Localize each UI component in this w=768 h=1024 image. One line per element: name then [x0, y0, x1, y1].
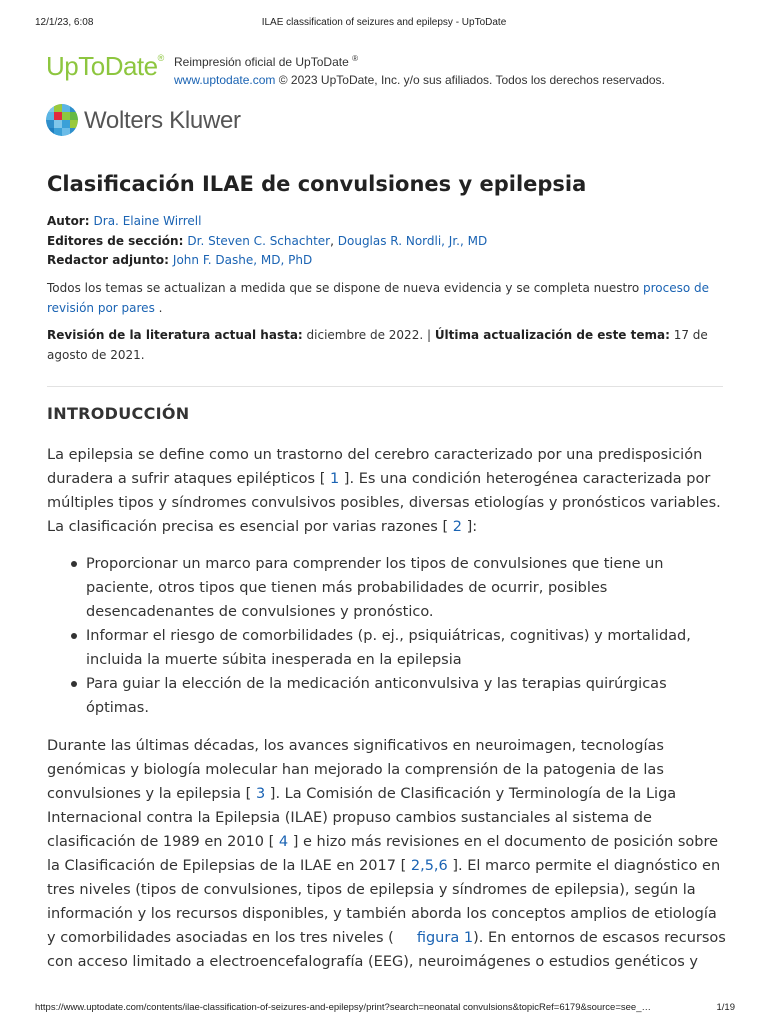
wolters-kluwer-wordmark: Wolters Kluwer [84, 107, 241, 134]
update-note: Todos los temas se actualizan a medida que se dispone de nueva evidencia y se completa nuestro proceso de revisión por pares . [47, 281, 710, 315]
intro-paragraph-2: Durante las últimas décadas, los avances significativos en neuroimagen, tecnologías genómicas y biología molecular han mejorado la comprensión de la patogenia de las convulsiones y la epilepsia [ 3 ]. La Comisión de Clasificación y Terminología de la Liga Internacional contra la Epilepsia (ILAE) propuso cambios sustanciales al sistema de clasificación de 1989 en 2010 [ 4 ] e hizo más revisiones en el documento de posición sobre la Clasificación de Epilepsias de la ILAE en 2017 [ 2,5,6 ]. El marco permite el diagnóstico en tres niveles (tipos de convulsiones, tipos de epilepsia y síndromes de epilepsia), según la información y los recursos disponibles, y también aborda los conceptos amplios de etiología y comorbilidades asociadas en los tres niveles ( figura 1). En entornos de escasos recursos con acceso limitado a electroencefalografía (EEG), neuroimágenes o estudios genéticos y [47, 738, 726, 970]
updated-value: 17 de agosto de 2021. [47, 328, 708, 362]
deputy-editor-line [47, 251, 737, 271]
editor-link-nordli[interactable]: Douglas R. Nordli, Jr., MD [337, 233, 488, 248]
bullet-icon [71, 633, 77, 639]
print-header [0, 0, 768, 40]
editors-label: Editores de sección: [47, 233, 184, 248]
section-divider [47, 386, 723, 387]
bullet-icon [71, 561, 77, 567]
updated-label: Última actualización de este tema: [434, 328, 670, 342]
reprint-line: Reimpresión oficial de UpToDate [174, 55, 349, 69]
print-page-title: ILAE classification of seizures and epilepsy - UpToDate [261, 17, 507, 28]
bullet-icon [71, 681, 77, 687]
figure-1-link[interactable]: figura 1 [416, 930, 474, 946]
reference-link-3[interactable]: 3 [255, 786, 266, 802]
article-title: Clasificación ILAE de convulsiones y epilepsia [47, 172, 587, 196]
review-dates [47, 325, 723, 365]
editors-line: Editores de sección: Dr. Steven C. Schachter, Douglas R. Nordli, Jr., MD [47, 233, 488, 248]
print-url: https://www.uptodate.com/contents/ilae-classification-of-seizures-and-epilepsy/print?search=neonatal convulsions&topicRef=6179&source=see_… [35, 1002, 651, 1013]
peer-review-link[interactable]: proceso de revisión por pares [47, 281, 710, 315]
reprint-notice: Reimpresión oficial de UpToDate ® www.uptodate.com © 2023 UpToDate, Inc. y/o sus afiliados. Todos los derechos reservados. [174, 54, 665, 87]
reference-link-2[interactable]: 2 [452, 519, 462, 535]
wolters-kluwer-globe-icon [46, 104, 78, 136]
list-item: Proporcionar un marco para comprender los tipos de convulsiones que tiene un paciente, otros tipos que tienen más probabilidades de ocurrir, posibles desencadenantes de convulsiones y pronóstico. [47, 552, 727, 624]
list-item: Para guiar la elección de la medicación anticonvulsiva y las terapias quirúrgicas óptimas. [47, 672, 727, 720]
uptodate-site-link[interactable]: www.uptodate.com [174, 73, 276, 87]
author-label: Autor: [47, 214, 90, 228]
classification-reasons-list [47, 552, 727, 720]
page-number: 1/19 [716, 1002, 735, 1013]
print-footer [0, 994, 768, 1024]
review-value: diciembre de 2022. | [302, 328, 435, 342]
deputy-label: Redactor adjunto: [47, 253, 169, 267]
section-heading-introduction: INTRODUCCIÓN [47, 404, 190, 423]
intro-paragraph-1: La epilepsia se define como un trastorno del cerebro caracterizado por una predisposición duradera a sufrir ataques epilépticos [ 1 ]. Es una condición heterogénea caracterizada por múltiples tipos y síndromes convulsivos posibles, diversas etiologías y pronósticos variables. La clasificación precisa es esencial por varias razones [ 2 ]: [47, 447, 721, 535]
brand-row [46, 48, 726, 88]
list-item: Informar el riesgo de comorbilidades (p. ej., psiquiátricas, cognitivas) y mortalidad, incluida la muerte súbita inesperada en la epilepsia [47, 624, 727, 672]
reference-link-2-5-6[interactable]: 2,5,6 [410, 858, 448, 874]
deputy-editor-link[interactable]: John F. Dashe, MD, PhD [172, 253, 313, 267]
editor-link-schachter[interactable]: Dr. Steven C. Schachter [187, 233, 331, 248]
author-line [47, 212, 737, 232]
uptodate-logo: UpToDate® [46, 51, 164, 81]
reference-link-1[interactable]: 1 [329, 471, 340, 487]
article-credits [47, 212, 737, 271]
reference-link-4[interactable]: 4 [278, 834, 289, 850]
copyright-text: © 2023 UpToDate, Inc. y/o sus afiliados. Todos los derechos reservados. [275, 73, 665, 87]
review-label: Revisión de la literatura actual hasta: [47, 328, 303, 342]
wolters-kluwer-logo [46, 104, 306, 138]
print-datetime: 12/1/23, 6:08 [35, 17, 94, 28]
author-link[interactable]: Dra. Elaine Wirrell [93, 214, 202, 228]
